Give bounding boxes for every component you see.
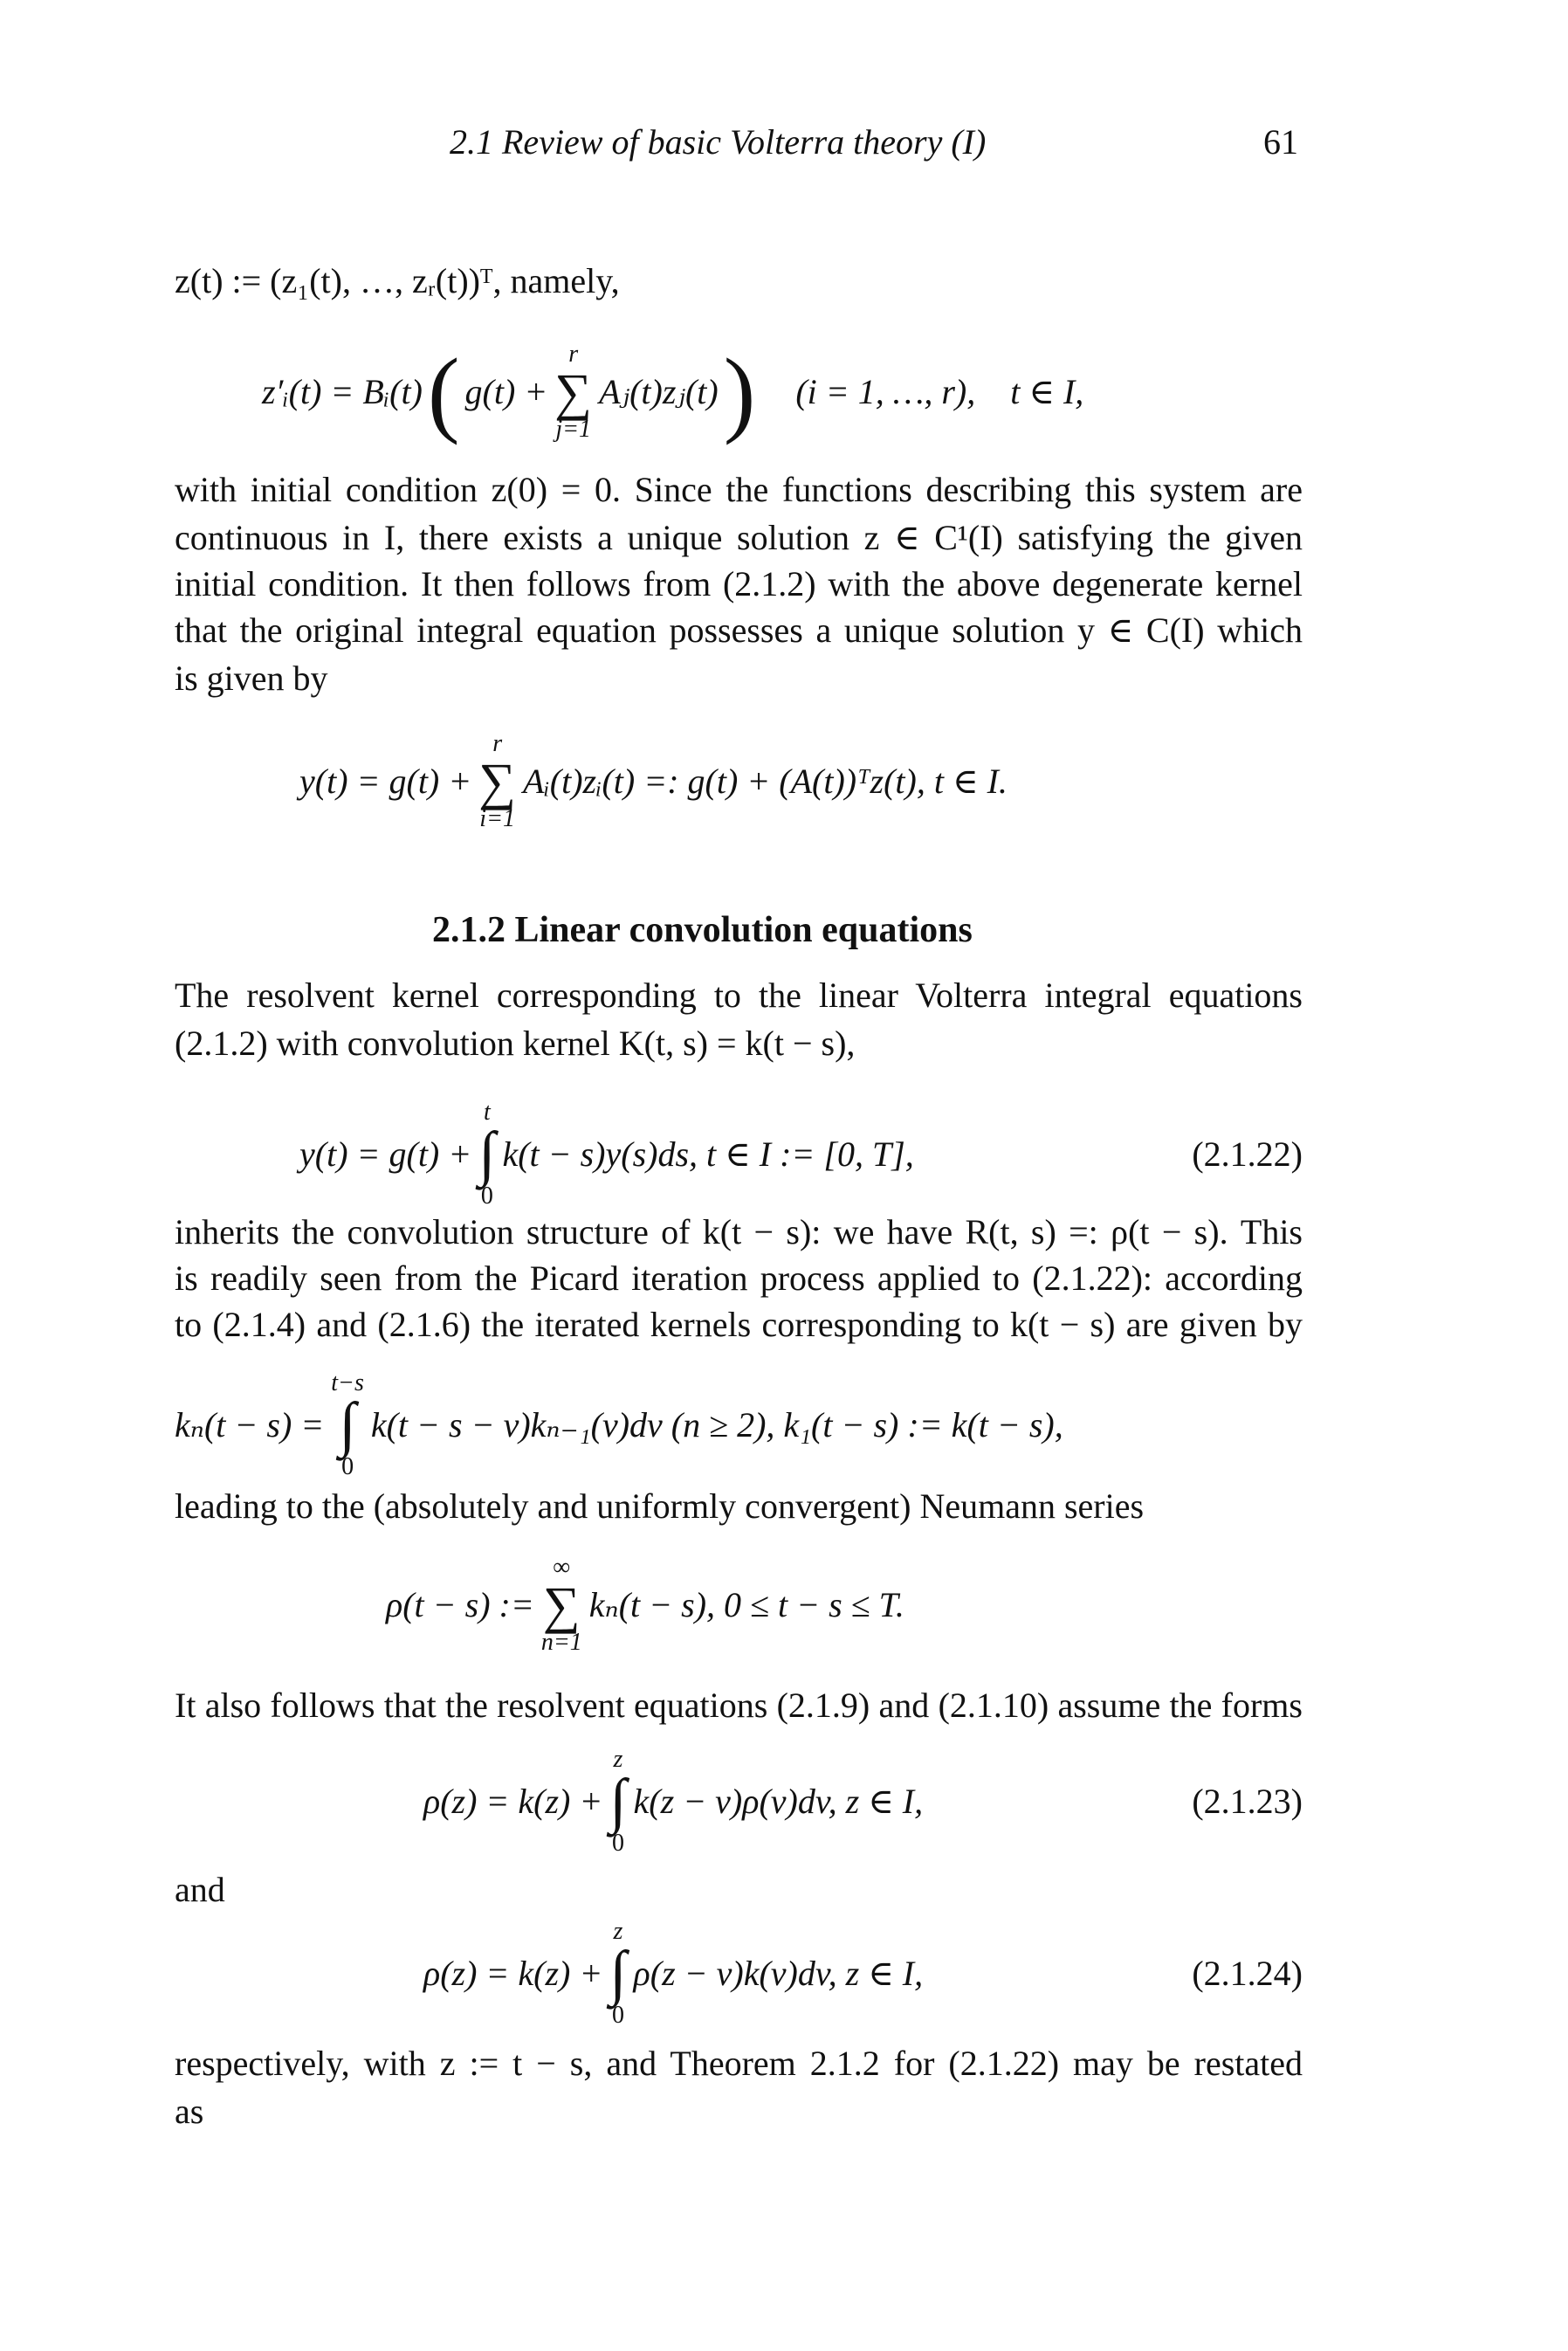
- math: kₙ(t − s), 0 ≤ t − s ≤ T.: [588, 1585, 904, 1624]
- integral-operator: [609, 1748, 626, 1855]
- math: y(t) = g(t) +: [299, 762, 472, 801]
- math: ρ(z) = k(z) +: [423, 1954, 603, 1993]
- text-line: as: [175, 2092, 204, 2131]
- sum-symbol: ∑: [554, 363, 593, 421]
- text-line: It also follows that the resolvent equations (2.1.9) and (2.1.10) assume the forms: [175, 1686, 1303, 1725]
- math: ρ(z − v)k(v)dv, z ∈ I,: [633, 1954, 924, 1993]
- text-line: is given by: [175, 658, 328, 698]
- math: k(t − s − v)kₙ₋₁(v)dv (n ≥ 2), k₁(t − s) := k(t − s),: [370, 1405, 1063, 1444]
- math: ∞: [553, 1554, 571, 1581]
- math: 0: [341, 1453, 354, 1480]
- text-line: is readily seen from the Picard iteration process applied to (2.1.22): according: [175, 1258, 1303, 1298]
- text-line: leading to the (absolutely and uniformly convergent) Neumann series: [175, 1486, 1145, 1526]
- text-line: initial condition. It then follows from (2.1.2) with the above degenerate kernel: [175, 564, 1303, 603]
- math: z′ᵢ(t) = Bᵢ(t): [262, 372, 423, 411]
- math: g(t) +: [464, 372, 548, 411]
- equation-2-1-22: [299, 1101, 1303, 1208]
- text-line: to (2.1.4) and (2.1.6) the iterated kernels corresponding to k(t − s) are given by: [175, 1305, 1303, 1344]
- equation-number: (2.1.22): [1192, 1134, 1303, 1174]
- math: kₙ(t − s) =: [175, 1405, 325, 1444]
- text-line: z(t) := (z₁(t), …, zᵣ(t))ᵀ, namely,: [175, 261, 620, 300]
- integral-operator: [609, 1920, 626, 2027]
- text-line: The resolvent kernel corresponding to the linear Volterra integral equations: [175, 976, 1303, 1015]
- text-line: with initial condition z(0) = 0. Since the functions describing this system are: [175, 470, 1303, 509]
- math: j=1: [555, 416, 592, 443]
- math: k(z − v)ρ(v)dv, z ∈ I,: [633, 1782, 924, 1821]
- sum-operator: [478, 730, 517, 832]
- math: z: [613, 1918, 623, 1945]
- math: Aᵢ(t)zᵢ(t) =: g(t) + (A(t))ᵀz(t), t ∈ I.: [523, 762, 1008, 801]
- math: t: [483, 1099, 491, 1126]
- page-number: 61: [1263, 122, 1298, 162]
- math: t ∈ I,: [1010, 372, 1084, 411]
- equation-kn: [175, 1369, 1063, 1480]
- math: r: [568, 341, 579, 368]
- equation-number: (2.1.23): [1192, 1782, 1303, 1821]
- math: z: [613, 1746, 623, 1773]
- integral-symbol: ∫: [339, 1391, 356, 1458]
- math: i=1: [479, 805, 515, 832]
- integral-symbol: ∫: [478, 1120, 496, 1188]
- text-line: (2.1.2) with convolution kernel K(t, s) = k(t − s),: [175, 1024, 856, 1063]
- math: ): [723, 339, 756, 445]
- integral-symbol: ∫: [609, 1768, 627, 1835]
- math: 0: [480, 1182, 493, 1210]
- equation-z-prime: [262, 339, 1084, 445]
- integral-operator: [331, 1369, 364, 1480]
- math: ρ(z) = k(z) +: [423, 1782, 603, 1821]
- equation-2-1-24: [423, 1920, 1303, 2027]
- math: Aⱼ(t)zⱼ(t): [599, 372, 719, 411]
- math: (: [427, 339, 460, 445]
- text-line: respectively, with z := t − s, and Theorem 2.1.2 for (2.1.22) may be restated: [175, 2044, 1303, 2083]
- integral-operator: [478, 1101, 495, 1208]
- text-line: inherits the convolution structure of k(t − s): we have R(t, s) =: ρ(t − s). This: [175, 1212, 1303, 1251]
- math: k(t − s)y(s)ds, t ∈ I := [0, T],: [502, 1134, 914, 1174]
- equation-2-1-23: [423, 1748, 1303, 1855]
- math: r: [492, 730, 503, 757]
- text-line: and: [175, 1870, 225, 1909]
- equation-neumann: [386, 1556, 904, 1654]
- math: 0: [611, 1830, 624, 1857]
- math: (i = 1, …, r),: [795, 372, 976, 411]
- sum-symbol: ∑: [478, 753, 517, 810]
- text-line: that the original integral equation possesses a unique solution y ∈ C(I) which: [175, 610, 1303, 650]
- sum-symbol: ∑: [542, 1576, 581, 1634]
- section-heading: 2.1.2 Linear convolution equations: [432, 910, 973, 950]
- text-line: continuous in I, there exists a unique solution z ∈ C¹(I) satisfying the given: [175, 518, 1303, 557]
- sum-operator: [541, 1556, 582, 1654]
- equation-number: (2.1.24): [1192, 1954, 1303, 1993]
- math: t−s: [331, 1369, 364, 1396]
- running-title: 2.1 Review of basic Volterra theory (I): [450, 122, 987, 162]
- sum-operator: [554, 343, 592, 441]
- math: ρ(t − s) :=: [386, 1585, 534, 1624]
- math: y(t) = g(t) +: [299, 1134, 472, 1174]
- math: 0: [611, 2002, 624, 2029]
- math: n=1: [540, 1629, 582, 1656]
- equation-y: [299, 730, 1008, 832]
- integral-symbol: ∫: [609, 1940, 627, 2007]
